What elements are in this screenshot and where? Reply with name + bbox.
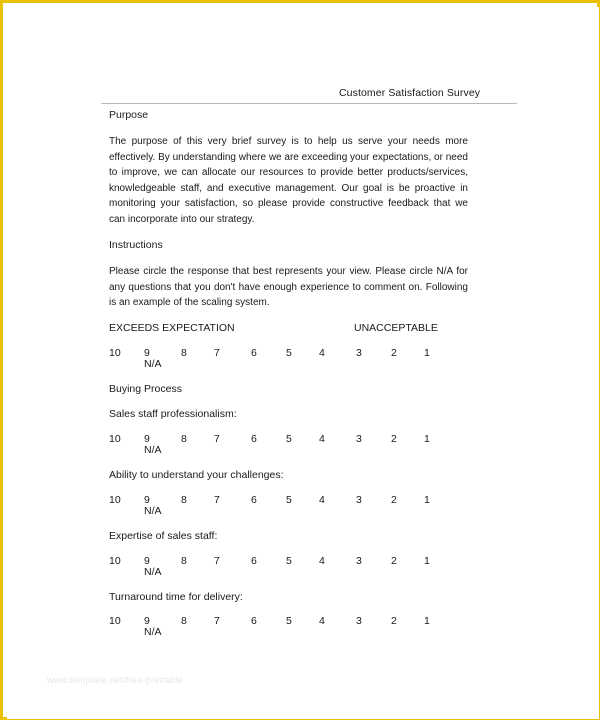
rating-option[interactable]: 5 <box>286 615 292 627</box>
rating-option[interactable]: 10 <box>109 347 121 359</box>
question-label: Sales staff professionalism: <box>109 408 237 420</box>
rating-option[interactable]: 4 <box>319 347 325 359</box>
rating-option[interactable]: 7 <box>214 555 220 567</box>
question-label: Turnaround time for delivery: <box>109 591 243 603</box>
rating-option[interactable]: 1 <box>424 555 430 567</box>
rating-scale <box>109 494 449 524</box>
rating-option[interactable]: 1 <box>424 494 430 506</box>
rating-option[interactable]: 2 <box>391 494 397 506</box>
rating-option[interactable]: 1 <box>424 615 430 627</box>
instructions-paragraph: Please circle the response that best represents your view. Please circle N/A for any questions that you don't have enough experience to comment on. Following is an example of the scaling system. <box>109 266 468 309</box>
rating-option[interactable]: 1 <box>424 433 430 445</box>
rating-option[interactable]: 5 <box>286 347 292 359</box>
rating-option[interactable]: 5 <box>286 555 292 567</box>
rating-option[interactable]: 10 <box>109 555 121 567</box>
rating-scale <box>109 615 449 645</box>
rating-option[interactable]: 7 <box>214 347 220 359</box>
purpose-heading: Purpose <box>109 109 149 121</box>
rating-option-na[interactable]: N/A <box>144 505 162 517</box>
rating-option[interactable]: 8 <box>181 615 187 627</box>
rating-option-na[interactable]: N/A <box>144 358 162 370</box>
rating-option[interactable]: 7 <box>214 494 220 506</box>
rating-option[interactable]: 5 <box>286 494 292 506</box>
rating-scale <box>109 555 449 585</box>
rating-option[interactable]: 9 <box>144 555 150 567</box>
rating-option[interactable]: 7 <box>214 615 220 627</box>
rating-option[interactable]: 3 <box>356 494 362 506</box>
rating-option[interactable]: 4 <box>319 615 325 627</box>
instructions-heading: Instructions <box>109 239 163 251</box>
rating-option[interactable]: 9 <box>144 615 150 627</box>
rating-option[interactable]: 1 <box>424 347 430 359</box>
rating-scale-example <box>109 347 449 377</box>
document-page <box>7 7 599 719</box>
rating-option[interactable]: 8 <box>181 347 187 359</box>
rating-option[interactable]: 10 <box>109 494 121 506</box>
rating-option-na[interactable]: N/A <box>144 566 162 578</box>
scale-label-best: EXCEEDS EXPECTATION <box>109 322 235 334</box>
rating-option[interactable]: 8 <box>181 555 187 567</box>
rating-option[interactable]: 6 <box>251 347 257 359</box>
scale-label-worst: UNACCEPTABLE <box>354 322 438 334</box>
rating-option[interactable]: 6 <box>251 555 257 567</box>
scale-legend <box>109 322 439 334</box>
rating-option[interactable]: 3 <box>356 347 362 359</box>
purpose-paragraph: The purpose of this very brief survey is to help us serve your needs more effectively. By understanding where we are exceeding your expectations, or need to improve, we can allocate our resources to provide better products/services, knowledgeable staff, and executive management. Our goal is be proactive in monitoring your satisfaction, so please provide constructive feedback that we can incorporate into our strategy. <box>109 136 468 225</box>
rating-option[interactable]: 3 <box>356 555 362 567</box>
rating-option[interactable]: 4 <box>319 555 325 567</box>
question-label: Expertise of sales staff: <box>109 530 218 542</box>
rating-option[interactable]: 4 <box>319 433 325 445</box>
question-label: Ability to understand your challenges: <box>109 469 284 481</box>
rating-option[interactable]: 9 <box>144 433 150 445</box>
rating-option[interactable]: 8 <box>181 494 187 506</box>
watermark: www.template.net/free-printable <box>47 675 183 685</box>
rating-option[interactable]: 3 <box>356 615 362 627</box>
rating-option[interactable]: 10 <box>109 433 121 445</box>
rating-option[interactable]: 2 <box>391 615 397 627</box>
rating-option[interactable]: 7 <box>214 433 220 445</box>
document-title: Customer Satisfaction Survey <box>339 87 481 99</box>
rating-option-na[interactable]: N/A <box>144 444 162 456</box>
rating-option[interactable]: 10 <box>109 615 121 627</box>
rating-option[interactable]: 3 <box>356 433 362 445</box>
rating-option[interactable]: 2 <box>391 433 397 445</box>
rating-option[interactable]: 6 <box>251 494 257 506</box>
rating-option[interactable]: 9 <box>144 494 150 506</box>
rating-option[interactable]: 8 <box>181 433 187 445</box>
buying-process-heading: Buying Process <box>109 383 182 395</box>
rating-option[interactable]: 5 <box>286 433 292 445</box>
rating-option[interactable]: 2 <box>391 555 397 567</box>
rating-option-na[interactable]: N/A <box>144 626 162 638</box>
rating-option[interactable]: 4 <box>319 494 325 506</box>
rating-option[interactable]: 9 <box>144 347 150 359</box>
rating-option[interactable]: 2 <box>391 347 397 359</box>
rating-option[interactable]: 6 <box>251 433 257 445</box>
header-divider <box>101 103 517 104</box>
rating-option[interactable]: 6 <box>251 615 257 627</box>
rating-scale <box>109 433 449 463</box>
